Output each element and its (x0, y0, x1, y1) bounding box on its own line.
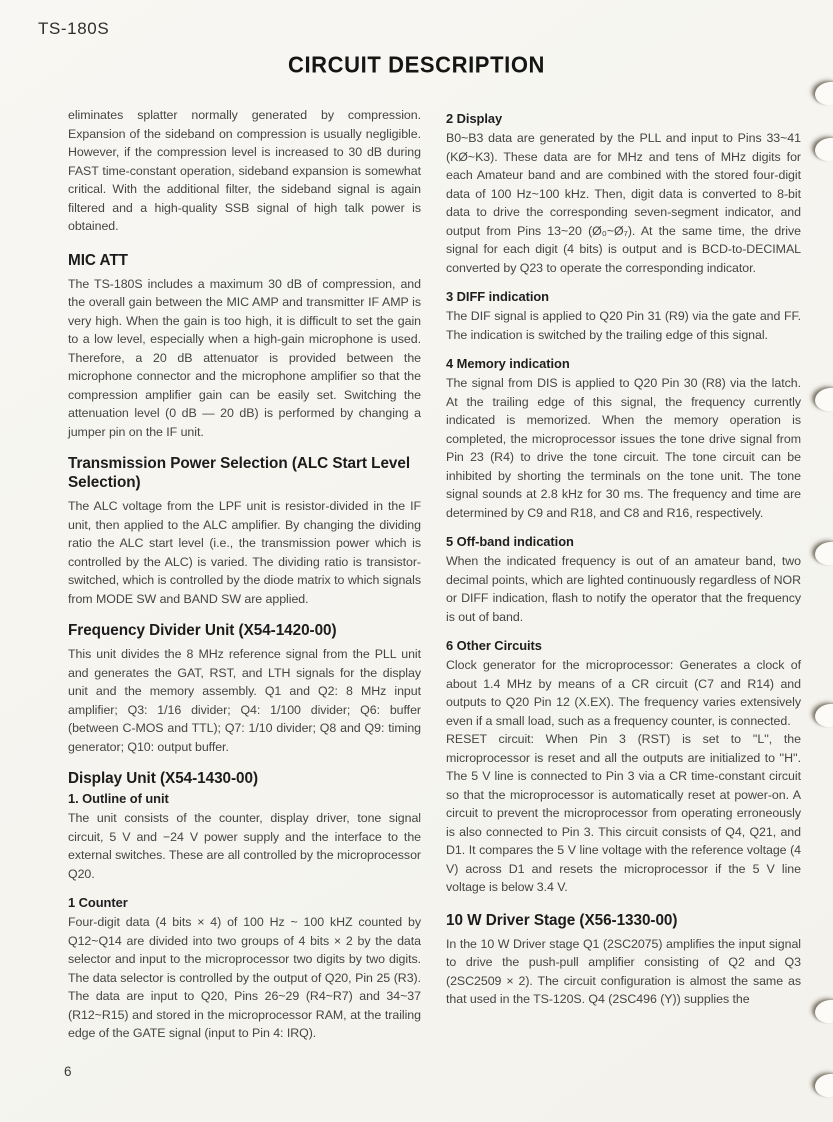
right-column (446, 110, 801, 1009)
page-header-model: TS-180S (38, 19, 110, 38)
binding-hole-icon (814, 136, 833, 163)
display-paragraph: B0~B3 data are generated by the PLL and input to Pins 33~41 (KØ~K3). These data are for MHz and tens of MHz digits for each Amateur band and are combined with the stored four-digit data of 100 Hz~100 kHz. Then, digit data is converted to 8-bit data to drive the corresponding seven-segment indicator, and output from Pins 13~20 (Ø₀~Ø₇). At the same time, the drive signal for each digit (4 bits) is output and is BCD-to-DECIMAL converted by Q23 to operate the corresponding indicator. (446, 131, 801, 275)
binding-hole-icon (814, 80, 833, 107)
binding-hole-icon (814, 998, 833, 1025)
heading-mic-att: MIC ATT (68, 251, 128, 269)
diff-indication-paragraph: The DIF signal is applied to Q20 Pin 31 (R9) via the gate and FF. The indication is switched by the trailing edge of this signal. (446, 309, 801, 342)
counter-paragraph: Four-digit data (4 bits × 4) of 100 Hz ~ 100 kHZ counted by Q12~Q14 are divided into two groups of 4 bits × 2 by the data selector and input to the microprocessor two digits by two digits. The data selector is controlled by the output of Q20, Pin 25 (R3). The data are input to Q20, Pins 26~29 (R4~R7) and 34~37 (R12~R15) and stored in the microprocessor RAM, at the trailing edge of the GATE signal (input to Pin 4: IRQ). (68, 915, 421, 1040)
transmission-power-paragraph: The ALC voltage from the LPF unit is resistor-divided in the IF unit, then applied to the ALC amplifier. By changing the dividing ratio the ALC start level (i.e., the transmission power which is controlled by the ALC) is varied. The dividing ratio is transistor-switched, which is controlled by the diode matrix to which signals from MODE SW and BAND SW are applied. (68, 499, 421, 606)
other-circuits-clock-paragraph: Clock generator for the microprocessor: Generates a clock of about 1.4 MHz by means of a CR circuit (C7 and R14) and outputs to Q20 Pin 12 (X.EX). The frequency varies extensively even if a small load, such as a frequency counter, is connected. (446, 658, 801, 728)
binding-hole-icon (814, 540, 833, 567)
offband-indication-paragraph: When the indicated frequency is out of an amateur band, two decimal points, which are lighted continuously regardless of NOR or DIFF indication, flash to notify the operator that the frequency is out of band. (446, 554, 801, 624)
heading-display-unit: Display Unit (X54-1430-00) (68, 770, 258, 787)
outline-of-unit-paragraph: The unit consists of the counter, display driver, tone signal circuit, 5 V and −24 V power supply and the interface to the external switches. These are all controlled by the microprocessor Q20. (68, 811, 421, 881)
frequency-divider-paragraph: This unit divides the 8 MHz reference signal from the PLL unit and generates the GAT, RST, and LTH signals for the display unit and the memory assembly. Q1 and Q2: 8 MHz input amplifier; Q3: 1/16 divider; Q4: 1/100 divider; Q6: buffer (between C-MOS and TTL); Q7: 1/10 divider; Q8 and Q9: timing generator; Q10: output buffer. (68, 647, 421, 754)
binding-hole-icon (814, 1072, 833, 1099)
memory-indication-paragraph: The signal from DIS is applied to Q20 Pin 30 (R8) via the latch. At the trailing edge of this signal, the frequency currently indicated is memorized. When the memory operation is completed, the microprocessor issues the tone drive signal from Pin 23 (R4) to drive the tone circuit. The tone circuit can be inhibited by shorting the terminals on the tone unit. The tone signal sounds at 2.8 kHz for 30 ms. The frequency and time are determined by C9 and R18, and C8 and R16, respectively. (446, 376, 801, 520)
heading-display: 2 Display (446, 111, 503, 126)
heading-counter: 1 Counter (68, 895, 128, 910)
section-other-circuits (446, 637, 801, 897)
section-offband-indication (446, 533, 801, 626)
other-circuits-reset-paragraph: RESET circuit: When Pin 3 (RST) is set to ''L'', the microprocessor is reset and all the outputs are initialized to ''H''. The 5 V line is connected to Pin 3 via a CR time-constant circuit so that the microprocessor is automatically reset at power-on. A circuit to prevent the microprocessor from operating erroneously is also connected to Pin 3. This circuit consists of Q4, Q21, and D1. It compares the 5 V line voltage with the reference voltage (4 V) across D1 and resets the microprocessor if the 5 V line voltage is below 3.4 V. (446, 732, 801, 894)
heading-diff-indication: 3 DIFF indication (446, 289, 549, 304)
section-memory-indication (446, 355, 801, 522)
heading-outline-of-unit: 1. Outline of unit (68, 791, 169, 806)
binding-hole-icon (814, 702, 833, 729)
heading-frequency-divider-unit: Frequency Divider Unit (X54-1420-00) (68, 622, 337, 639)
section-counter (68, 894, 421, 1043)
heading-memory-indication: 4 Memory indication (446, 356, 570, 371)
page-number: 6 (64, 1064, 72, 1079)
driver-stage-paragraph: In the 10 W Driver stage Q1 (2SC2075) amplifies the input signal to drive the push-pull amplifier consisting of Q2 and Q3 (2SC2509 × 2). The circuit configuration is almost the same as that used in the TS-120S. Q4 (2SC496 (Y)) supplies the (446, 936, 801, 1006)
intro-paragraph: eliminates splatter normally generated by compression. Expansion of the sideband on compression is usually negligible. However, if the compression level is increased to 30 dB during FAST time-constant operation, sideband expansion is somewhat critical. With the additional filter, the sideband signal is again filtered and a high-quality SSB signal of high talk power is obtained. (68, 108, 421, 233)
binding-hole-icon (814, 386, 833, 413)
mic-att-paragraph: The TS-180S includes a maximum 30 dB of compression, and the overall gain between the MIC AMP and transmitter IF AMP is very high. When the gain is too high, it is difficult to set the gain to a low level, especially when a high-gain microphone is used. Therefore, a 20 dB attenuator is provided between the microphone connector and the microphone amplifier so that the compression amplifier gain can be easily set. Switching the attenuation level (0 dB — 20 dB) is performed by changing a jumper pin on the IF unit. (68, 276, 421, 439)
page-title: CIRCUIT DESCRIPTION (287, 51, 546, 78)
section-diff-indication (446, 288, 801, 344)
left-column (68, 106, 421, 1043)
heading-other-circuits: 6 Other Circuits (446, 638, 542, 653)
section-display (446, 110, 801, 277)
heading-offband-indication: 5 Off-band indication (446, 534, 574, 549)
heading-transmission-power-selection: Transmission Power Selection (ALC Start Level Selection) (68, 455, 411, 491)
heading-driver-stage: 10 W Driver Stage (X56-1330-00) (446, 911, 678, 929)
